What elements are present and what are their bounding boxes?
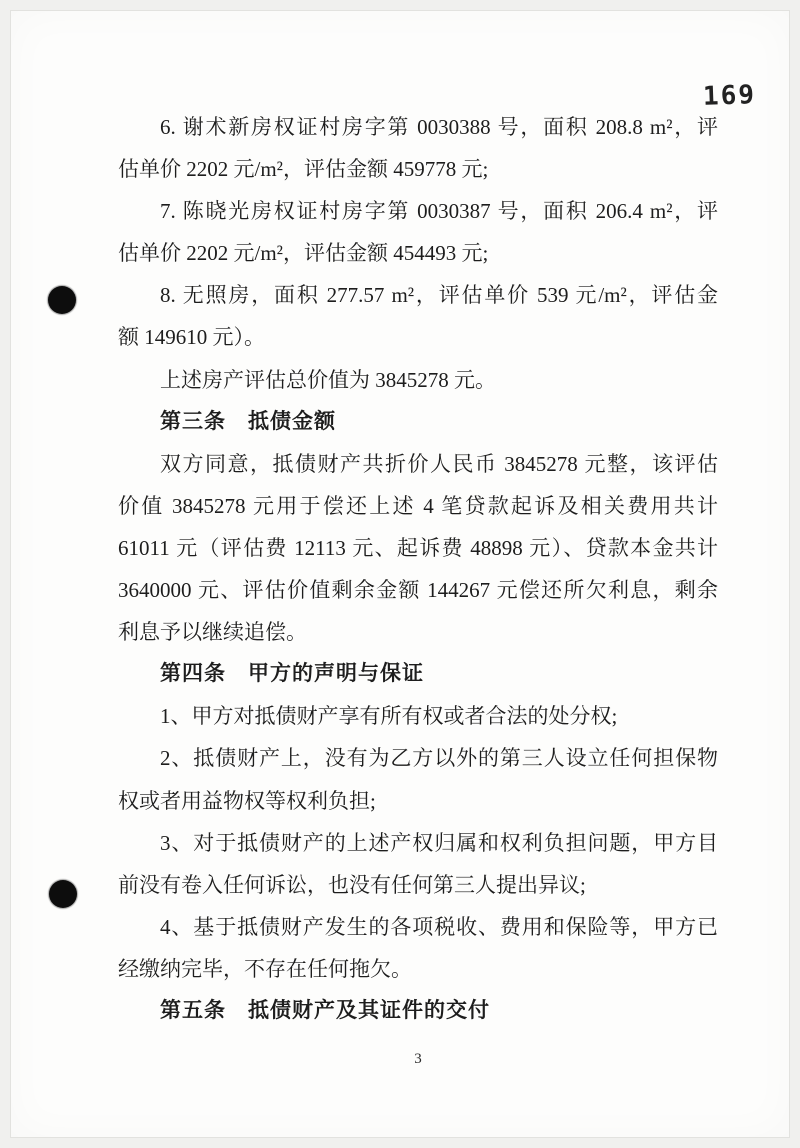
text-line: 价值 3845278 元用于偿还上述 4 笔贷款起诉及相关费用共计: [118, 493, 718, 518]
footer-page-number: 3: [414, 1051, 422, 1067]
text-line: 双方同意，抵债财产共折价人民币 3845278 元整，该评估: [160, 451, 718, 476]
text-line: 6. 谢术新房权证村房字第 0030388 号，面积 208.8 m²，评: [160, 115, 718, 139]
text-line: 前没有卷入任何诉讼，也没有任何第三人提出异议;: [118, 872, 586, 897]
text-line: 2、抵债财产上，没有为乙方以外的第三人设立任何担保物: [160, 746, 718, 771]
text-line: 权或者用益物权等权利负担;: [118, 788, 376, 813]
text-line: 估单价 2202 元/m²，评估金额 459778 元;: [118, 157, 489, 182]
hole-punch-mark-bottom: [49, 880, 77, 908]
text-line: 4、基于抵债财产发生的各项税收、费用和保险等，甲方已: [160, 914, 718, 939]
section-heading: 第四条 甲方的声明与保证: [160, 662, 424, 686]
text-line: 上述房产评估总价值为 3845278 元。: [160, 367, 496, 392]
archive-page-number-stamp: 169: [702, 80, 757, 112]
text-line: 经缴纳完毕，不存在任何拖欠。: [118, 956, 412, 981]
text-line: 3、对于抵债财产的上述产权归属和权利负担问题，甲方目: [160, 830, 718, 855]
text-line: 估单价 2202 元/m²，评估金额 454493 元;: [118, 241, 489, 266]
section-heading: 第五条 抵债财产及其证件的交付: [160, 998, 490, 1022]
hole-punch-mark-top: [48, 286, 76, 314]
document-body: [118, 106, 718, 1032]
scanned-contract-page: [10, 10, 790, 1138]
text-line: 利息予以继续追偿。: [118, 620, 307, 645]
text-line: 8. 无照房，面积 277.57 m²，评估单价 539 元/m²，评估金: [160, 283, 718, 308]
text-line: 1、甲方对抵债财产享有所有权或者合法的处分权;: [160, 704, 618, 729]
text-line: 7. 陈晓光房权证村房字第 0030387 号，面积 206.4 m²，评: [160, 199, 718, 224]
text-line: 3640000 元、评估价值剩余金额 144267 元偿还所欠利息，剩余: [118, 578, 718, 603]
section-heading: 第三条 抵债金额: [160, 409, 336, 433]
text-line: 额 149610 元）。: [118, 325, 265, 350]
text-line: 61011 元（评估费 12113 元、起诉费 48898 元）、贷款本金共计: [118, 535, 718, 560]
